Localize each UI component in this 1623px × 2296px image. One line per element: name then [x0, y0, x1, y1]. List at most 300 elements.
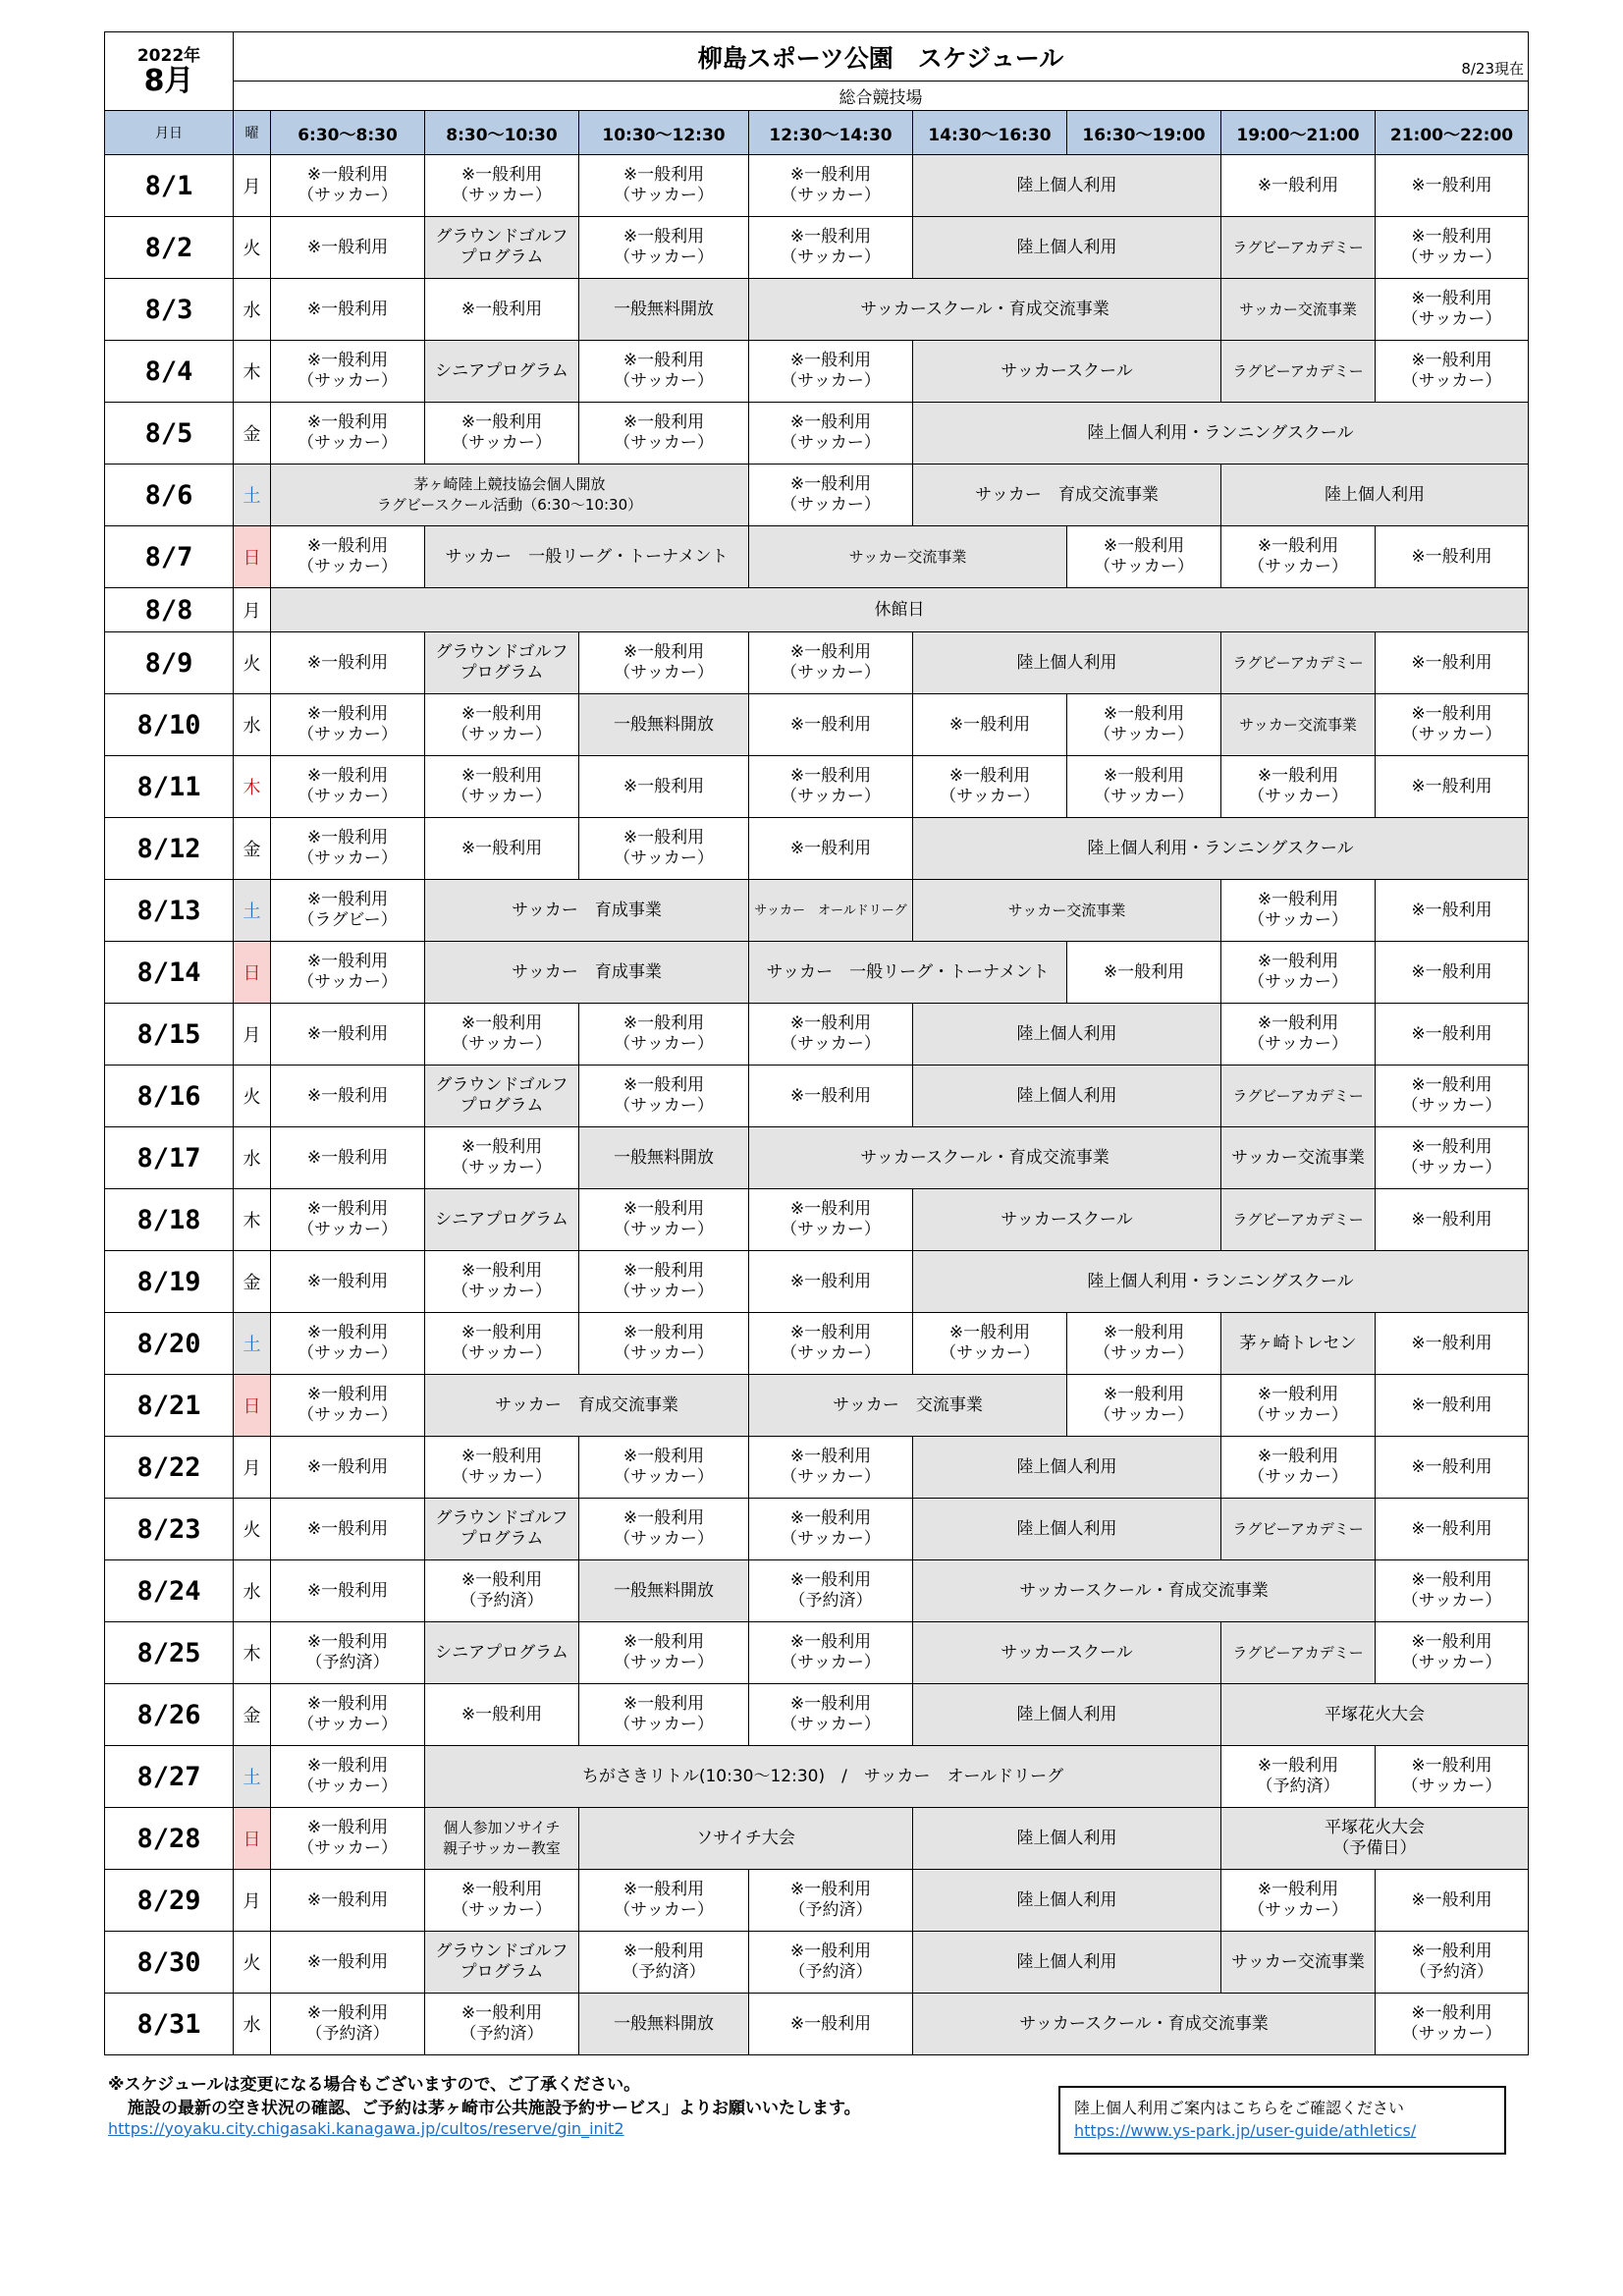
schedule-row [105, 341, 1529, 403]
cell-line-2: （サッカー） [781, 1715, 881, 1734]
cell-line-2: （サッカー） [298, 1343, 398, 1363]
reservation-link[interactable]: https://yoyaku.city.chigasaki.kanagawa.jp/cultos/reserve/gin_init2 [108, 2119, 624, 2138]
athletics-info-text: 陸上個人利用ご案内はこちらをご確認ください [1074, 2099, 1405, 2117]
cell-line-1: ※一般利用 [789, 1199, 872, 1219]
cell-line-1: ※一般利用 [622, 351, 705, 370]
cell-line-2: （サッカー） [614, 1343, 714, 1363]
cell-line-1: ※一般利用 [1411, 1570, 1492, 1590]
schedule-cell [749, 818, 913, 880]
cell-line-1: ※一般利用 [789, 1323, 872, 1342]
cell-line-1: ソサイチ大会 [696, 1828, 795, 1848]
schedule-body [105, 155, 1529, 2055]
schedule-cell [1376, 341, 1529, 403]
cell-line-1: グラウンドゴルフ [435, 1941, 568, 1961]
row-weekday: 水 [234, 1127, 271, 1189]
cell-line-2: （サッカー） [298, 1405, 398, 1425]
cell-line-2: （サッカー） [940, 787, 1040, 806]
cell-line-1: サッカースクール [1001, 360, 1133, 381]
schedule-cell [749, 1189, 913, 1251]
schedule-cell [579, 1127, 749, 1189]
schedule-cell [1221, 632, 1376, 694]
cell-line-1: ※一般利用 [622, 412, 705, 432]
cell-line-2: （予約済） [305, 1653, 390, 1672]
cell-line-2: （予約済） [460, 2024, 544, 2044]
cell-line-2: ラグビースクール活動（6:30～10:30） [376, 496, 643, 514]
time-slot-header-cell: 10:30～12:30 [579, 111, 749, 155]
schedule-cell [1067, 526, 1221, 588]
cell-line-2: （サッカー） [298, 848, 398, 868]
schedule-cell [579, 403, 749, 465]
schedule-cell [913, 1684, 1221, 1746]
cell-line-2: （サッカー） [781, 1653, 881, 1672]
cell-line-1: ラグビーアカデミー [1232, 238, 1364, 256]
schedule-cell [1376, 526, 1529, 588]
cell-line-2: （サッカー） [614, 1096, 714, 1116]
row-date: 8/13 [105, 880, 234, 942]
schedule-cell [579, 1808, 913, 1870]
schedule-cell [271, 1437, 425, 1499]
cell-line-2: （サッカー） [614, 1220, 714, 1239]
cell-line-2: （サッカー） [1401, 309, 1502, 329]
cell-line-2: プログラム [460, 247, 544, 267]
cell-line-1: ※一般利用 [622, 1508, 705, 1528]
row-date: 8/10 [105, 694, 234, 756]
row-weekday: 火 [234, 632, 271, 694]
time-slot-header-cell: 14:30～16:30 [913, 111, 1067, 155]
schedule-cell [579, 1004, 749, 1066]
cell-line-1: 個人参加ソサイチ [443, 1819, 561, 1836]
schedule-row [105, 694, 1529, 756]
schedule-cell [1376, 1437, 1529, 1499]
schedule-cell [271, 1127, 425, 1189]
schedule-cell [271, 1932, 425, 1994]
cell-line-1: グラウンドゴルフ [435, 642, 568, 662]
schedule-cell [579, 694, 749, 756]
row-weekday: 水 [234, 694, 271, 756]
schedule-cell [1221, 465, 1529, 526]
cell-line-1: ※一般利用 [622, 1323, 705, 1342]
schedule-cell [1376, 1004, 1529, 1066]
schedule-cell [1221, 1684, 1529, 1746]
cell-line-1: 陸上個人利用・ランニングスクール [1087, 838, 1354, 858]
schedule-cell [271, 403, 425, 465]
schedule-cell [1221, 1375, 1376, 1437]
schedule-cell [1376, 1932, 1529, 1994]
row-date: 8/21 [105, 1375, 234, 1437]
cell-line-1: ※一般利用 [306, 1271, 389, 1291]
schedule-cell [1221, 756, 1376, 818]
cell-line-1: ※一般利用 [460, 838, 543, 858]
cell-line-1: ※一般利用 [1257, 890, 1339, 909]
schedule-cell [1221, 1066, 1376, 1127]
cell-line-2: （サッカー） [1401, 1158, 1502, 1177]
cell-line-1: ※一般利用 [789, 1632, 872, 1652]
cell-line-1: ※一般利用 [1411, 1075, 1492, 1095]
cell-line-1: ※一般利用 [789, 766, 872, 786]
cell-line-2: （予約済） [788, 1591, 873, 1611]
cell-line-2: （予約済） [622, 1962, 706, 1982]
schedule-cell [271, 1994, 425, 2055]
schedule-cell [913, 1251, 1529, 1313]
schedule-cell [271, 1499, 425, 1560]
cell-line-1: ※一般利用 [948, 1323, 1031, 1342]
schedule-cell [1376, 1127, 1529, 1189]
cell-line-2: （サッカー） [1248, 1467, 1348, 1487]
schedule-cell [271, 588, 1529, 632]
cell-line-1: ※一般利用 [1411, 2003, 1492, 2023]
schedule-cell [271, 1004, 425, 1066]
schedule-cell [425, 1127, 579, 1189]
cell-line-2: プログラム [460, 663, 544, 683]
schedule-cell [1221, 1004, 1376, 1066]
cell-line-1: ※一般利用 [622, 1261, 705, 1281]
cell-line-1: 陸上個人利用 [1016, 1518, 1117, 1539]
row-weekday: 火 [234, 1499, 271, 1560]
cell-line-1: ※一般利用 [1411, 175, 1492, 195]
schedule-cell [271, 1746, 425, 1808]
cell-line-1: サッカー交流事業 [1231, 1147, 1365, 1168]
cell-line-1: ラグビーアカデミー [1232, 1210, 1364, 1229]
row-weekday: 水 [234, 1560, 271, 1622]
athletics-info-box [1058, 2086, 1506, 2155]
schedule-cell [749, 1499, 913, 1560]
time-slot-header-cell: 8:30～10:30 [425, 111, 579, 155]
cell-line-2: （サッカー） [1094, 1343, 1194, 1363]
row-date: 8/28 [105, 1808, 234, 1870]
row-date: 8/17 [105, 1127, 234, 1189]
row-weekday: 月 [234, 1004, 271, 1066]
cell-line-2: （サッカー） [1401, 725, 1502, 744]
schedule-row [105, 1684, 1529, 1746]
schedule-cell [425, 403, 579, 465]
cell-line-1: ※一般利用 [622, 227, 705, 246]
schedule-cell [425, 526, 749, 588]
schedule-cell [271, 632, 425, 694]
schedule-row [105, 1560, 1529, 1622]
cell-line-2: （サッカー） [781, 186, 881, 205]
cell-line-1: ※一般利用 [460, 299, 543, 319]
schedule-row [105, 1313, 1529, 1375]
cell-line-1: 一般無料開放 [614, 1147, 714, 1168]
row-date: 8/1 [105, 155, 234, 217]
schedule-cell [271, 1622, 425, 1684]
cell-line-1: サッカー交流事業 [1231, 1951, 1365, 1972]
schedule-cell [1376, 1499, 1529, 1560]
schedule-cell [1221, 1932, 1376, 1994]
cell-line-1: ※一般利用 [622, 1447, 705, 1466]
row-weekday: 火 [234, 217, 271, 279]
row-date: 8/24 [105, 1560, 234, 1622]
cell-line-1: サッカー 育成交流事業 [495, 1394, 678, 1415]
schedule-cell [271, 1189, 425, 1251]
cell-line-2: （サッカー） [614, 247, 714, 267]
cell-line-1: グラウンドゴルフ [435, 1508, 568, 1528]
row-date: 8/16 [105, 1066, 234, 1127]
cell-line-2: （サッカー） [614, 1653, 714, 1672]
schedule-cell [1221, 694, 1376, 756]
cell-line-2: （サッカー） [298, 787, 398, 806]
schedule-cell [749, 217, 913, 279]
schedule-cell [1221, 1499, 1376, 1560]
schedule-cell [579, 1560, 749, 1622]
schedule-cell [425, 942, 749, 1004]
schedule-cell [1376, 694, 1529, 756]
time-slot-header-cell: 6:30～8:30 [271, 111, 425, 155]
cell-line-1: 陸上個人利用・ランニングスクール [1087, 1271, 1354, 1291]
cell-line-1: 平塚花火大会 [1325, 1704, 1425, 1724]
cell-line-2: （サッカー） [781, 371, 881, 391]
cell-line-2: （サッカー） [1248, 787, 1348, 806]
cell-line-1: ※一般利用 [306, 1632, 389, 1652]
cell-line-2: （予約済） [1256, 1777, 1340, 1796]
cell-line-2: （サッカー） [940, 1343, 1040, 1363]
row-weekday: 日 [234, 526, 271, 588]
schedule-cell [271, 1066, 425, 1127]
schedule-cell [271, 217, 425, 279]
cell-line-1: ※一般利用 [1411, 652, 1492, 673]
schedule-cell [425, 632, 579, 694]
cell-line-1: ※一般利用 [622, 1013, 705, 1033]
row-date: 8/15 [105, 1004, 234, 1066]
schedule-cell [749, 279, 1221, 341]
cell-line-1: ※一般利用 [622, 1941, 705, 1961]
schedule-row [105, 1004, 1529, 1066]
row-date: 8/6 [105, 465, 234, 526]
schedule-row [105, 632, 1529, 694]
cell-line-1: ※一般利用 [460, 1570, 543, 1590]
as-of-date: 8/23現在 [1461, 60, 1525, 78]
cell-line-1: ※一般利用 [306, 1085, 389, 1106]
cell-line-1: サッカー 育成交流事業 [975, 484, 1159, 505]
schedule-cell [425, 1994, 579, 2055]
schedule-cell [425, 880, 749, 942]
row-weekday: 金 [234, 818, 271, 880]
cell-line-2: （サッカー） [452, 1282, 552, 1301]
cell-line-1: シニアプログラム [435, 1209, 568, 1230]
cell-line-1: ※一般利用 [789, 714, 872, 735]
time-slot-header-cell: 12:30～14:30 [749, 111, 913, 155]
cell-line-1: ※一般利用 [1257, 1880, 1339, 1899]
cell-line-1: ※一般利用 [306, 1889, 389, 1910]
schedule-cell [913, 217, 1221, 279]
cell-line-1: ※一般利用 [306, 1456, 389, 1477]
athletics-info-link[interactable]: https://www.ys-park.jp/user-guide/athletics/ [1074, 2121, 1417, 2140]
row-date: 8/8 [105, 588, 234, 632]
change-notice: ※スケジュールは変更になる場合もございますので、ご了承ください。 [108, 2075, 641, 2095]
cell-line-1: ※一般利用 [1103, 1323, 1185, 1342]
cell-line-1: ラグビーアカデミー [1232, 1086, 1364, 1105]
year-label: 2022年 [136, 45, 201, 66]
cell-line-1: 陸上個人利用 [1016, 1023, 1117, 1044]
cell-line-1: ※一般利用 [789, 412, 872, 432]
schedule-cell [749, 942, 1067, 1004]
schedule-cell [425, 818, 579, 880]
cell-line-1: ※一般利用 [622, 1694, 705, 1714]
schedule-cell [1221, 1808, 1529, 1870]
cell-line-2: （サッカー） [298, 1777, 398, 1796]
cell-line-1: 陸上個人利用 [1016, 175, 1117, 195]
row-weekday: 日 [234, 942, 271, 1004]
schedule-cell [425, 694, 579, 756]
cell-line-1: ※一般利用 [1411, 1456, 1492, 1477]
schedule-cell [1376, 1870, 1529, 1932]
schedule-cell [425, 1189, 579, 1251]
cell-line-1: ラグビーアカデミー [1232, 1643, 1364, 1662]
schedule-cell [749, 1375, 1067, 1437]
cell-line-1: ※一般利用 [460, 2003, 543, 2023]
schedule-cell [749, 526, 1067, 588]
schedule-cell [579, 1251, 749, 1313]
cell-line-1: サッカー交流事業 [1007, 901, 1126, 919]
schedule-cell [1067, 694, 1221, 756]
cell-line-2: （サッカー） [614, 1900, 714, 1920]
cell-line-1: サッカー 一般リーグ・トーナメント [445, 546, 729, 567]
cell-line-1: ※一般利用 [306, 1756, 389, 1776]
schedule-cell [425, 1004, 579, 1066]
cell-line-2: （サッカー） [614, 1034, 714, 1054]
cell-line-1: ※一般利用 [306, 1023, 389, 1044]
schedule-cell [749, 1684, 913, 1746]
schedule-cell [913, 1313, 1067, 1375]
row-weekday: 日 [234, 1375, 271, 1437]
schedule-cell [749, 1437, 913, 1499]
cell-line-1: ※一般利用 [306, 1199, 389, 1219]
cell-line-1: ※一般利用 [306, 299, 389, 319]
schedule-cell [579, 1066, 749, 1127]
cell-line-1: ※一般利用 [789, 1880, 872, 1899]
cell-line-1: 休館日 [874, 599, 925, 620]
schedule-cell [913, 1004, 1221, 1066]
row-weekday: 木 [234, 341, 271, 403]
schedule-cell [579, 1932, 749, 1994]
cell-line-1: ※一般利用 [1257, 175, 1339, 195]
schedule-cell [913, 818, 1529, 880]
cell-line-1: ※一般利用 [1411, 351, 1492, 370]
schedule-cell [749, 1932, 913, 1994]
schedule-cell [913, 403, 1529, 465]
schedule-cell [749, 756, 913, 818]
cell-line-1: サッカースクール・育成交流事業 [860, 1147, 1109, 1168]
cell-line-1: ※一般利用 [306, 412, 389, 432]
cell-line-1: グラウンドゴルフ [435, 1075, 568, 1095]
schedule-cell [425, 341, 579, 403]
row-weekday: 水 [234, 1994, 271, 2055]
cell-line-1: ※一般利用 [306, 1694, 389, 1714]
cell-line-1: ※一般利用 [306, 704, 389, 724]
time-slot-header-cell: 16:30～19:00 [1067, 111, 1221, 155]
cell-line-1: 一般無料開放 [614, 1580, 714, 1601]
schedule-cell [913, 1560, 1376, 1622]
cell-line-1: 茅ヶ崎陸上競技協会個人開放 [413, 475, 606, 493]
schedule-cell [1221, 1746, 1376, 1808]
schedule-cell [271, 1560, 425, 1622]
cell-line-2: （サッカー） [298, 1838, 398, 1858]
cell-line-2: （サッカー） [452, 1034, 552, 1054]
schedule-cell [1376, 1189, 1529, 1251]
cell-line-1: ※一般利用 [306, 952, 389, 971]
row-date: 8/23 [105, 1499, 234, 1560]
venue-label: 総合競技場 [234, 82, 1529, 111]
schedule-cell [1376, 756, 1529, 818]
row-date: 8/26 [105, 1684, 234, 1746]
month-cell [105, 32, 234, 111]
cell-line-1: ※一般利用 [306, 2003, 389, 2023]
cell-line-1: ※一般利用 [622, 1880, 705, 1899]
cell-line-2: （サッカー） [614, 663, 714, 683]
cell-line-2: （サッカー） [1248, 557, 1348, 576]
cell-line-2: （サッカー） [781, 1529, 881, 1549]
cell-line-1: 陸上個人利用 [1016, 1828, 1117, 1848]
schedule-cell [579, 279, 749, 341]
cell-line-1: ※一般利用 [460, 704, 543, 724]
cell-line-2: （サッカー） [781, 433, 881, 453]
schedule-cell [425, 1560, 579, 1622]
title-row [105, 32, 1529, 82]
page-title-cell [234, 32, 1529, 82]
schedule-cell [271, 1313, 425, 1375]
schedule-cell [1221, 217, 1376, 279]
schedule-cell [1067, 1313, 1221, 1375]
row-date: 8/18 [105, 1189, 234, 1251]
schedule-cell [271, 465, 749, 526]
schedule-cell [749, 155, 913, 217]
row-date: 8/9 [105, 632, 234, 694]
cell-line-1: ※一般利用 [1103, 704, 1185, 724]
cell-line-2: （ラグビー） [298, 910, 398, 930]
schedule-cell [579, 1499, 749, 1560]
cell-line-1: 陸上個人利用 [1016, 1951, 1117, 1972]
cell-line-2: 親子サッカー教室 [443, 1839, 561, 1857]
schedule-cell [1067, 1375, 1221, 1437]
schedule-cell [579, 217, 749, 279]
schedule-cell [749, 465, 913, 526]
schedule-cell [1376, 1622, 1529, 1684]
schedule-cell [749, 1251, 913, 1313]
cell-line-1: 陸上個人利用 [1016, 1456, 1117, 1477]
schedule-cell [749, 694, 913, 756]
cell-line-1: ※一般利用 [622, 828, 705, 847]
row-date: 8/3 [105, 279, 234, 341]
cell-line-1: ※一般利用 [306, 1385, 389, 1404]
cell-line-2: （サッカー） [452, 1158, 552, 1177]
schedule-row [105, 818, 1529, 880]
schedule-cell [579, 632, 749, 694]
time-slot-header [105, 111, 1529, 155]
schedule-row [105, 1189, 1529, 1251]
cell-line-2: （サッカー） [781, 787, 881, 806]
cell-line-1: ※一般利用 [460, 1013, 543, 1033]
schedule-cell [749, 1870, 913, 1932]
cell-line-1: ※一般利用 [1411, 1394, 1492, 1415]
cell-line-2: プログラム [460, 1096, 544, 1116]
schedule-row [105, 465, 1529, 526]
row-weekday: 木 [234, 1189, 271, 1251]
schedule-row [105, 217, 1529, 279]
schedule-cell [749, 1994, 913, 2055]
cell-line-1: ※一般利用 [1411, 1333, 1492, 1353]
schedule-row [105, 942, 1529, 1004]
cell-line-1: ラグビーアカデミー [1232, 361, 1364, 380]
schedule-cell [425, 1622, 579, 1684]
schedule-cell [579, 1994, 749, 2055]
reservation-notice: 施設の最新の空き状況の確認、ご予約は茅ヶ崎市公共施設予約サービス」よりお願いいたします。 [128, 2099, 861, 2118]
row-weekday: 金 [234, 1251, 271, 1313]
schedule-cell [1376, 217, 1529, 279]
schedule-cell [271, 1251, 425, 1313]
schedule-row [105, 1251, 1529, 1313]
row-date: 8/22 [105, 1437, 234, 1499]
cell-line-2: プログラム [460, 1962, 544, 1982]
